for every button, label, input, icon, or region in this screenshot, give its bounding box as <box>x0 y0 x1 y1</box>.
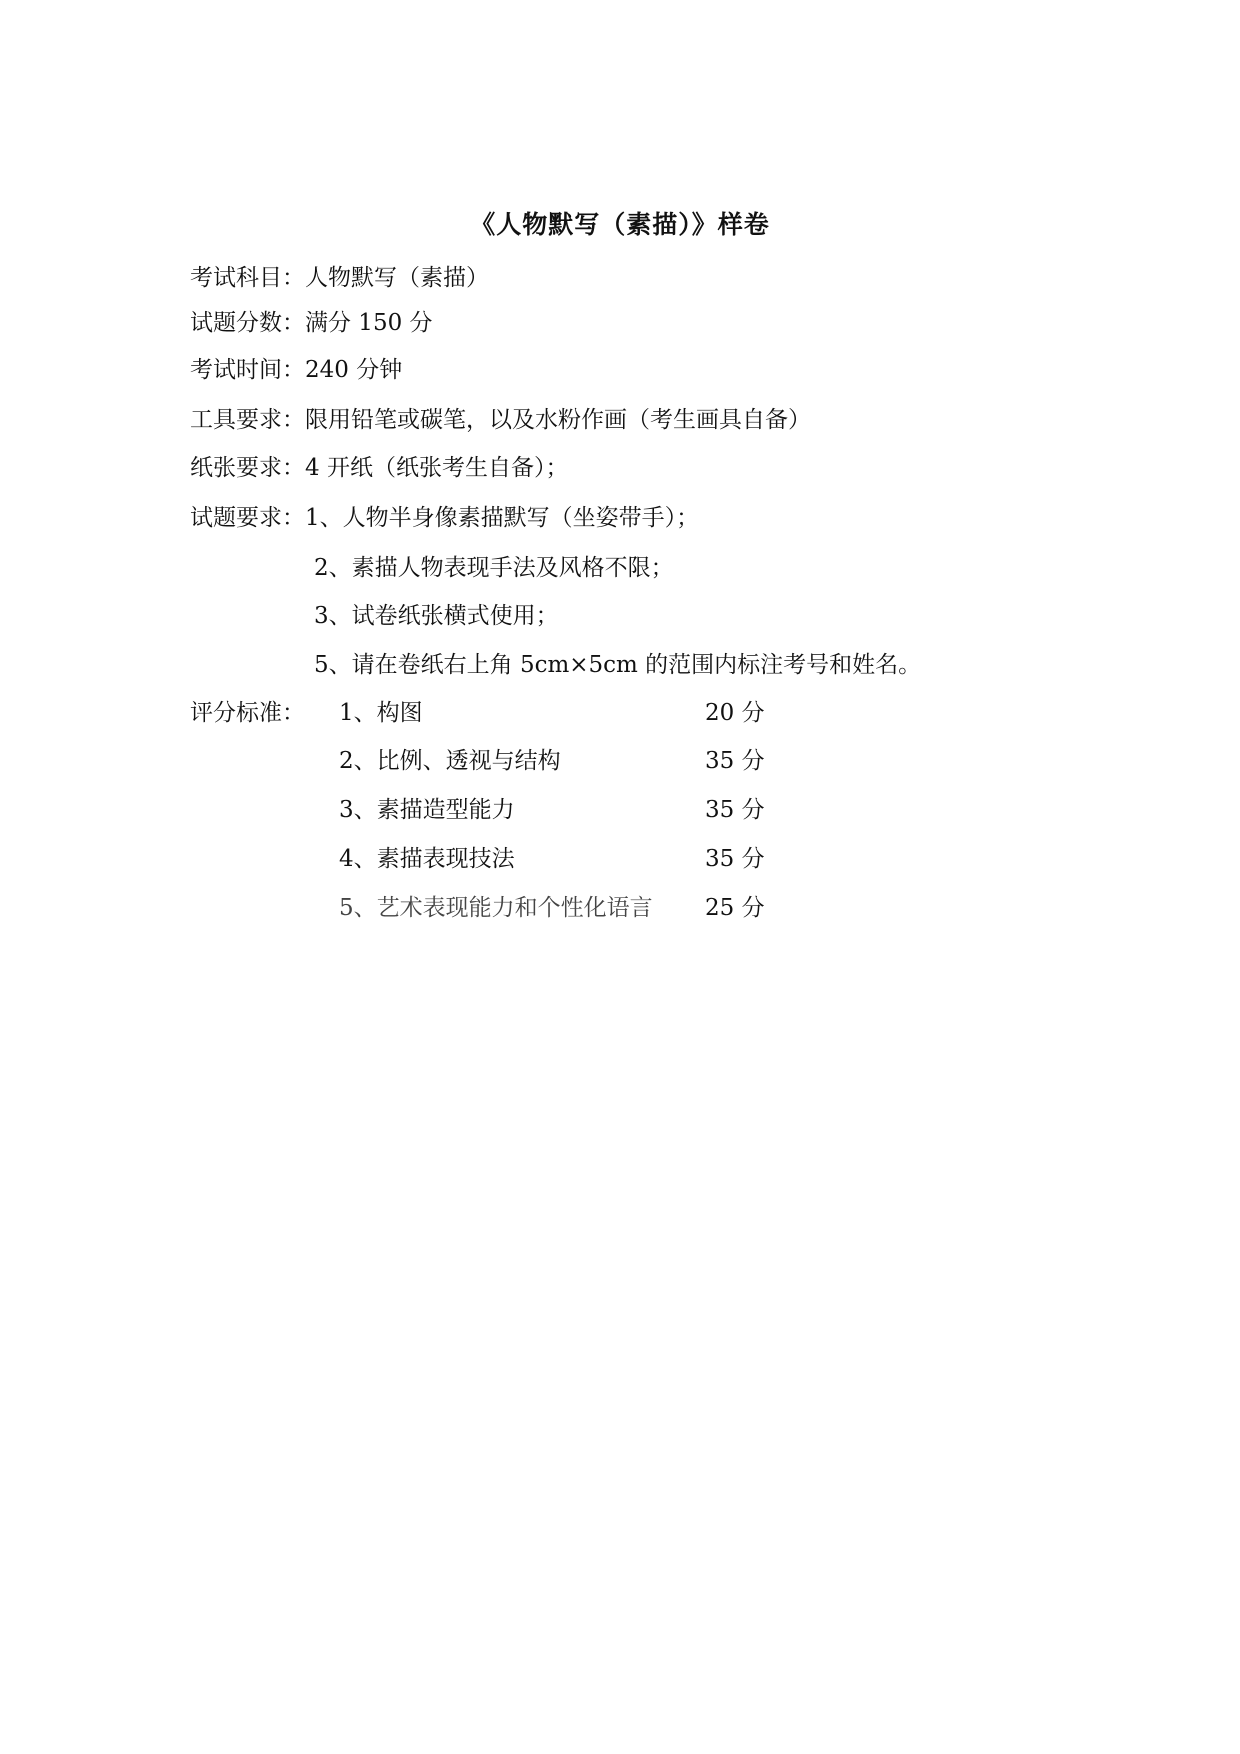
field-subject-value: 人物默写（素描） <box>305 265 489 291</box>
requirements-label: 试题要求： <box>190 505 305 531</box>
grading-label: 评分标准： <box>190 700 305 726</box>
field-subject-label: 考试科目： <box>190 265 305 291</box>
grading-criterion-name: 2、比例、透视与结构 <box>339 748 561 774</box>
field-score <box>190 308 433 338</box>
field-time-label: 考试时间： <box>190 357 305 383</box>
grading-criterion-points: 25 分 <box>705 895 765 921</box>
field-paper <box>190 453 568 483</box>
grading-criterion-name: 3、素描造型能力 <box>339 797 515 823</box>
document-title: 《人物默写（素描）》样卷 <box>470 210 770 239</box>
field-time-value: 240 分钟 <box>305 357 403 383</box>
field-score-label: 试题分数： <box>190 310 305 336</box>
grading-criterion-points: 35 分 <box>705 797 765 823</box>
requirement-item: 2、素描人物表现手法及风格不限； <box>314 555 674 581</box>
grading-criterion-name: 5、艺术表现能力和个性化语言 <box>339 895 653 921</box>
field-subject <box>190 263 489 293</box>
field-paper-label: 纸张要求： <box>190 455 305 481</box>
grading-criterion-name: 1、构图 <box>339 700 423 726</box>
grading-criterion-points: 35 分 <box>705 748 765 774</box>
field-time <box>190 355 402 385</box>
field-tools-label: 工具要求： <box>190 407 305 433</box>
field-score-value: 满分 150 分 <box>305 310 433 336</box>
field-paper-value: 4 开纸（纸张考生自备）； <box>305 455 569 481</box>
grading-criterion-points: 35 分 <box>705 846 765 872</box>
requirement-item: 1、人物半身像素描默写（坐姿带手）； <box>305 505 700 531</box>
requirement-item: 5、请在卷纸右上角 5cm×5cm 的范围内标注考号和姓名。 <box>314 652 922 678</box>
grading-criterion-points: 20 分 <box>705 700 765 726</box>
grading-criterion-name: 4、素描表现技法 <box>339 846 515 872</box>
requirement-item: 3、试卷纸张横式使用； <box>314 603 559 629</box>
requirements-first-line <box>190 503 699 533</box>
field-tools <box>190 405 811 435</box>
field-tools-value: 限用铅笔或碳笔，以及水粉作画（考生画具自备） <box>305 407 811 433</box>
